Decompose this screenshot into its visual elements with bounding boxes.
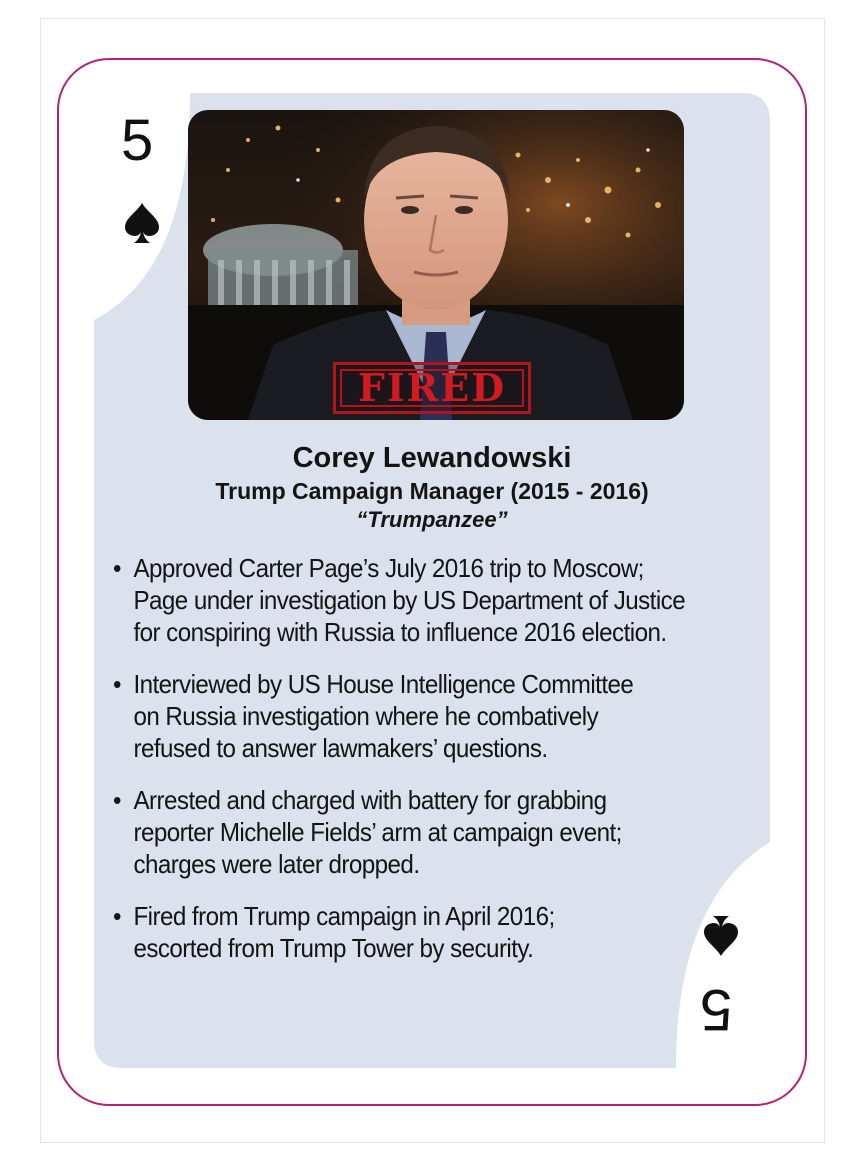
list-item <box>113 552 718 648</box>
person-name: Corey Lewandowski <box>292 442 572 474</box>
bullet: • <box>113 669 121 699</box>
list-item <box>113 784 718 880</box>
list-item <box>113 668 718 764</box>
bullet: • <box>113 901 121 931</box>
fact-line: on Russia investigation where he combatively <box>133 701 599 731</box>
fact-line: Fired from Trump campaign in April 2016; <box>133 901 555 931</box>
fact-line: Approved Carter Page’s July 2016 trip to Moscow; <box>133 553 644 583</box>
card-header <box>100 440 764 534</box>
fact-line: refused to answer lawmakers’ questions. <box>133 733 548 763</box>
corner-rank-bottom: 5 <box>700 977 733 1042</box>
person-role: Trump Campaign Manager (2015 - 2016) <box>215 478 649 504</box>
facts-list <box>113 552 718 984</box>
fact-line: escorted from Trump Tower by security. <box>133 933 534 963</box>
list-item <box>113 900 718 964</box>
fact-line: Page under investigation by US Department of Justice <box>133 585 686 615</box>
bullet: • <box>113 785 121 815</box>
corner-rank-top: 5 <box>121 108 154 173</box>
fact-line: Interviewed by US House Intelligence Committee <box>133 669 634 699</box>
fired-stamp <box>333 362 531 414</box>
fact-line: charges were later dropped. <box>133 849 420 879</box>
fact-line: for conspiring with Russia to influence 2016 election. <box>133 617 667 647</box>
bullet: • <box>113 553 121 583</box>
fact-line: Arrested and charged with battery for grabbing <box>133 785 607 815</box>
fact-line: reporter Michelle Fields’ arm at campaign event; <box>133 817 622 847</box>
spade-icon <box>123 201 161 245</box>
portrait-photo <box>188 110 684 420</box>
fired-stamp-text: FIRED <box>357 365 507 410</box>
person-nickname: “Trumpanzee” <box>356 507 508 532</box>
